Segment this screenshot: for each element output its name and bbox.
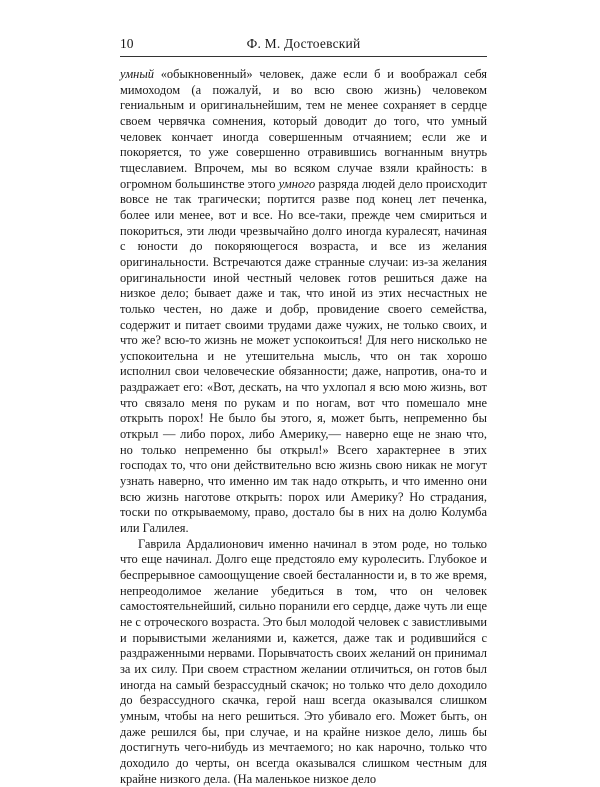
paragraph <box>120 537 487 787</box>
page-number: 10 <box>120 36 134 51</box>
text-run: Гаврила Ардалионович именно начинал в этом роде, но только что еще начинал. Долго еще предстояло ему куролесить. Глубокое и беспрерывное самоощущение своей бесталанности и, в то же время, непреодолимое желание убедиться в том, что он человек самостоятельнейший, сильно поранили его сердце, даже чуть ли еще не с отроческого возраста. Это был молодой человек с завистливыми и порывистыми желаниями и, кажется, даже так и родившийся с раздраженными нервами. Порывчатость своих желаний он принимал за их силу. При своем страстном желании отличиться, он готов был иногда на самый безрассудный скачок; но только что дело доходило до безрассудного скачка, герой наш всегда оказывался слишком умным, чтобы на него решиться. Это убивало его. Может быть, он даже решился бы, при случае, и на крайне низкое дело, лишь бы достигнуть чего-нибудь из мечтаемого; но как нарочно, только что доходило до черты, он всегда оказывался слишком честным для крайне низкого дела. (На маленькое низкое дело <box>120 536 487 786</box>
running-head <box>120 36 487 57</box>
running-head-author: Ф. М. Достоевский <box>246 36 361 51</box>
text-run: «обыкновенный» человек, даже если б и воображал себя мимоходом (а пожалуй, и во всю свою жизнь) человеком гениальным и оригинальнейшим, тем не менее сохраняет в сердце своем червячка сомнения, который доводит до того, что умный человек кончает иногда совершенным отчаянием; если же и покоряется, то уже совершенно отравившись вогнанным внутрь тщеславием. Впрочем, мы во всяком случае взяли крайность: в огромном большинстве этого <box>120 67 487 191</box>
text-run: разряда людей дело происходит вовсе не так трагически; портится разве под конец лет печенка, более или менее, вот и все. Но все-таки, прежде чем смириться и покориться, эти люди чрезвычайно долго иногда куралесят, начиная с юности до покоряющегося возраста, и все из желания оригинальности. Встречаются даже странные случаи: из-за желания оригинальности иной честный человек готов решиться даже на низкое дело; бывает даже и так, что иной из этих несчастных не только честен, но даже и добр, провидение своего семейства, содержит и питает своими трудами даже чужих, не только своих, и что же? всю-то жизнь не может успокоиться! Для него нисколько не успокоительна и не утешительна мысль, что он так хорошо исполнил свои человеческие обязанности; даже, напротив, она-то и раздражает его: «Вот, дескать, на что ухлопал я всю мою жизнь, вот что связало меня по рукам и по ногам, вот что помешало мне открыть порох! Не было бы этого, я, может быть, непременно бы открыл — либо порох, либо Америку,— наверно еще не знаю что, но только непременно бы открыл!» Всего характернее в этих господах то, что они действительно всю жизнь свою никак не могут узнать наверно, что именно им так надо открыть, и что именно они всю жизнь наготове открыть: порох или Америку? Но страдания, тоски по открываемому, право, достало бы в них на долю Колумба или Галилея. <box>120 176 487 536</box>
italic-text: умного <box>278 176 316 191</box>
body-text <box>120 67 487 787</box>
paragraph <box>120 67 487 537</box>
book-page <box>120 36 487 787</box>
italic-text: умный <box>120 67 154 81</box>
